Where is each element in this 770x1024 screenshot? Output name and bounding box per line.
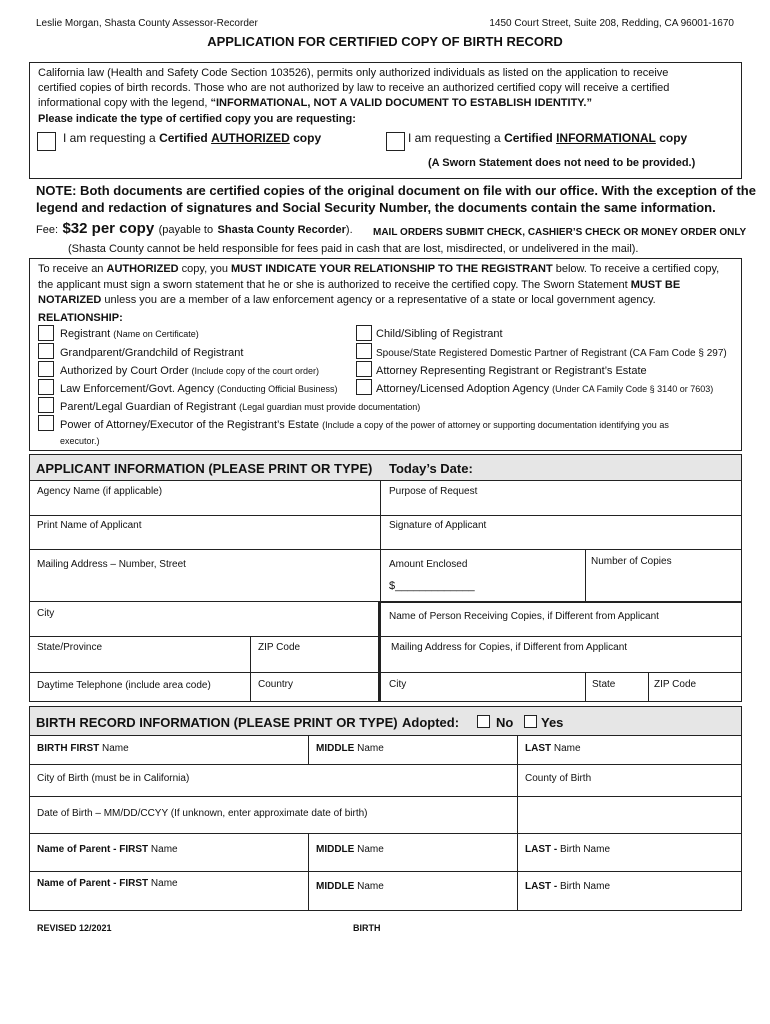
authorized-info-2: the applicant must sign a sworn statement that he or she is authorized to receive the certified copy. The Sworn Statement MUST BE	[38, 279, 681, 291]
birth-last-field[interactable]	[518, 737, 741, 763]
applicant-heading: APPLICANT INFORMATION (PLEASE PRINT OR TYPE)	[36, 461, 373, 476]
registrant-label: Registrant (Name on Certificate)	[60, 328, 199, 340]
authorized-info-3: NOTARIZED unless you are a member of a law enforcement agency or a representative of a state or local government agency.	[38, 294, 656, 306]
parent2-last-field[interactable]	[518, 872, 741, 910]
footer-form-type: BIRTH	[353, 923, 381, 933]
zip2-field[interactable]	[649, 673, 741, 701]
city2-label: City	[389, 679, 407, 690]
birth-middle-label: MIDDLE Name	[316, 743, 384, 754]
signature-field[interactable]	[381, 516, 741, 548]
parent1-middle-field[interactable]	[309, 834, 516, 870]
parent2-middle-field[interactable]	[309, 872, 516, 910]
attorney-adoption-checkbox[interactable]	[356, 379, 372, 395]
parent1-last-field[interactable]	[518, 834, 741, 870]
mailing-address-label: Mailing Address – Number, Street	[37, 559, 186, 570]
country-field[interactable]	[251, 673, 377, 701]
dob-extra-field[interactable]	[518, 797, 741, 832]
informational-copy-checkbox[interactable]	[386, 132, 405, 151]
parent1-middle-label: MIDDLE Name	[316, 844, 384, 855]
parent1-last-label: LAST - Birth Name	[525, 844, 611, 855]
todays-date-field[interactable]	[476, 458, 742, 480]
adopted-yes-label: Yes	[541, 715, 564, 730]
dob-label: Date of Birth – MM/DD/CCYY (If unknown, enter approximate date of birth)	[37, 808, 368, 819]
parent2-first-field[interactable]	[30, 872, 307, 910]
relationship-label: RELATIONSHIP:	[38, 312, 123, 324]
county-of-birth-field[interactable]	[518, 765, 741, 795]
print-name-label: Print Name of Applicant	[37, 520, 142, 531]
state-field[interactable]	[30, 637, 249, 671]
child-sibling-label: Child/Sibling of Registrant	[376, 328, 503, 340]
signature-label: Signature of Applicant	[389, 520, 487, 531]
mailing-address-field[interactable]	[30, 550, 379, 600]
poa-label: Power of Attorney/Executor of the Registrant’s Estate (Include a copy of the power of attorney or supporting documentation identifying you as	[60, 419, 669, 431]
birth-first-label: BIRTH FIRST Name	[37, 743, 129, 754]
child-sibling-checkbox[interactable]	[356, 325, 372, 341]
court-order-checkbox[interactable]	[38, 361, 54, 377]
mailing-copies-label: Mailing Address for Copies, if Different from Applicant	[391, 642, 628, 653]
header-right: 1450 Court Street, Suite 208, Redding, CA 96001-1670	[489, 18, 734, 29]
purpose-label: Purpose of Request	[389, 486, 478, 497]
mail-orders-note: MAIL ORDERS SUBMIT CHECK, CASHIER’S CHECK OR MONEY ORDER ONLY	[373, 227, 747, 238]
authorized-copy-label: I am requesting a Certified AUTHORIZED copy	[63, 131, 322, 145]
guardian-checkbox[interactable]	[38, 397, 54, 413]
city-of-birth-field[interactable]	[30, 765, 516, 795]
attorney-adoption-label: Attorney/Licensed Adoption Agency (Under CA Family Code § 3140 or 7603)	[376, 383, 714, 395]
city-of-birth-label: City of Birth (must be in California)	[37, 773, 190, 784]
grandparent-label: Grandparent/Grandchild of Registrant	[60, 347, 244, 359]
parent1-first-field[interactable]	[30, 834, 307, 870]
zip-label: ZIP Code	[258, 642, 301, 653]
intro-line-3: informational copy with the legend, “INFORMATIONAL, NOT A VALID DOCUMENT TO ESTABLISH IDENTITY.”	[38, 97, 592, 109]
birth-middle-field[interactable]	[309, 737, 516, 763]
phone-label: Daytime Telephone (include area code)	[37, 680, 211, 691]
receiving-name-field[interactable]	[382, 604, 741, 635]
sworn-note: (A Sworn Statement does not need to be provided.)	[428, 157, 696, 169]
revised-date: REVISED 12/2021	[37, 923, 112, 933]
adopted-label: Adopted:	[402, 715, 460, 730]
receiving-name-label: Name of Person Receiving Copies, if Different from Applicant	[389, 611, 659, 622]
fee-disclaimer: (Shasta County cannot be held responsible for fees paid in cash that are lost, misdirected, or undelivered in the mail).	[68, 243, 639, 255]
amount-enclosed-label: Amount Enclosed	[389, 559, 468, 570]
adopted-no-checkbox[interactable]	[477, 715, 490, 728]
spouse-checkbox[interactable]	[356, 343, 372, 359]
adopted-yes-checkbox[interactable]	[524, 715, 537, 728]
state2-label: State	[592, 679, 616, 690]
poa-note-cont: executor.)	[60, 436, 100, 446]
county-of-birth-label: County of Birth	[525, 773, 592, 784]
mailing-copies-field[interactable]	[382, 637, 741, 671]
header-left: Leslie Morgan, Shasta County Assessor-Recorder	[36, 18, 258, 29]
city2-field[interactable]	[382, 673, 584, 701]
authorized-info-1: To receive an AUTHORIZED copy, you MUST INDICATE YOUR RELATIONSHIP TO THE REGISTRANT below. To receive a certified copy,	[38, 263, 720, 275]
birth-first-field[interactable]	[30, 737, 307, 763]
zip2-label: ZIP Code	[654, 679, 697, 690]
intro-line-1: California law (Health and Safety Code Section 103526), permits only authorized individuals as listed on the application to receive	[38, 67, 669, 79]
country-label: Country	[258, 679, 294, 690]
birth-last-label: LAST Name	[525, 743, 581, 754]
intro-line-2: certified copies of birth records. Those who are not authorized by law to receive an authorized certified copy will receive a certified	[38, 82, 670, 94]
registrant-checkbox[interactable]	[38, 325, 54, 341]
parent2-middle-label: MIDDLE Name	[316, 881, 384, 892]
page-title: APPLICATION FOR CERTIFIED COPY OF BIRTH RECORD	[207, 34, 563, 49]
parent2-first-label: Name of Parent - FIRST Name	[37, 878, 178, 889]
grandparent-checkbox[interactable]	[38, 343, 54, 359]
purpose-field[interactable]	[381, 482, 741, 514]
city-label: City	[37, 608, 55, 619]
number-of-copies-field[interactable]	[586, 550, 741, 600]
attorney-rep-label: Attorney Representing Registrant or Registrant’s Estate	[376, 365, 647, 377]
court-order-label: Authorized by Court Order (Include copy of the court order)	[60, 365, 320, 377]
note-line-2: legend and redaction of signatures and Social Security Number, the documents contain the same information.	[36, 200, 716, 215]
number-of-copies-label: Number of Copies	[591, 556, 672, 567]
note-line-1: NOTE: Both documents are certified copies of the original document on file with our office. With the exception of the	[36, 183, 756, 198]
poa-checkbox[interactable]	[38, 415, 54, 431]
state-label: State/Province	[37, 642, 103, 653]
todays-date-label: Today’s Date:	[389, 461, 473, 476]
attorney-rep-checkbox[interactable]	[356, 361, 372, 377]
parent1-first-label: Name of Parent - FIRST Name	[37, 844, 178, 855]
state2-field[interactable]	[586, 673, 647, 701]
spouse-label: Spouse/State Registered Domestic Partner of Registrant (CA Fam Code § 297)	[376, 348, 727, 359]
adopted-no-label: No	[496, 715, 514, 730]
fee-line: Fee: $32 per copy (payable to Shasta County Recorder).	[36, 220, 353, 237]
indicate-copy-type: Please indicate the type of certified copy you are requesting:	[38, 113, 356, 125]
dob-field[interactable]	[30, 797, 516, 832]
parent2-last-label: LAST - Birth Name	[525, 881, 611, 892]
amount-enclosed-field[interactable]: $_____________	[389, 580, 475, 592]
zip-field[interactable]	[251, 637, 377, 671]
city-field[interactable]	[30, 602, 377, 635]
informational-copy-label: I am requesting a Certified INFORMATIONAL copy	[408, 131, 688, 145]
authorized-copy-checkbox[interactable]	[37, 132, 56, 151]
law-enforcement-checkbox[interactable]	[38, 379, 54, 395]
birth-heading: BIRTH RECORD INFORMATION (PLEASE PRINT OR TYPE)	[36, 715, 398, 730]
agency-name-field[interactable]	[30, 482, 379, 514]
print-name-field[interactable]	[30, 516, 379, 548]
agency-name-label: Agency Name (if applicable)	[37, 486, 163, 497]
phone-field[interactable]	[30, 673, 249, 701]
guardian-label: Parent/Legal Guardian of Registrant (Legal guardian must provide documentation)	[60, 401, 421, 413]
law-enforcement-label: Law Enforcement/Govt. Agency (Conducting Official Business)	[60, 383, 338, 395]
